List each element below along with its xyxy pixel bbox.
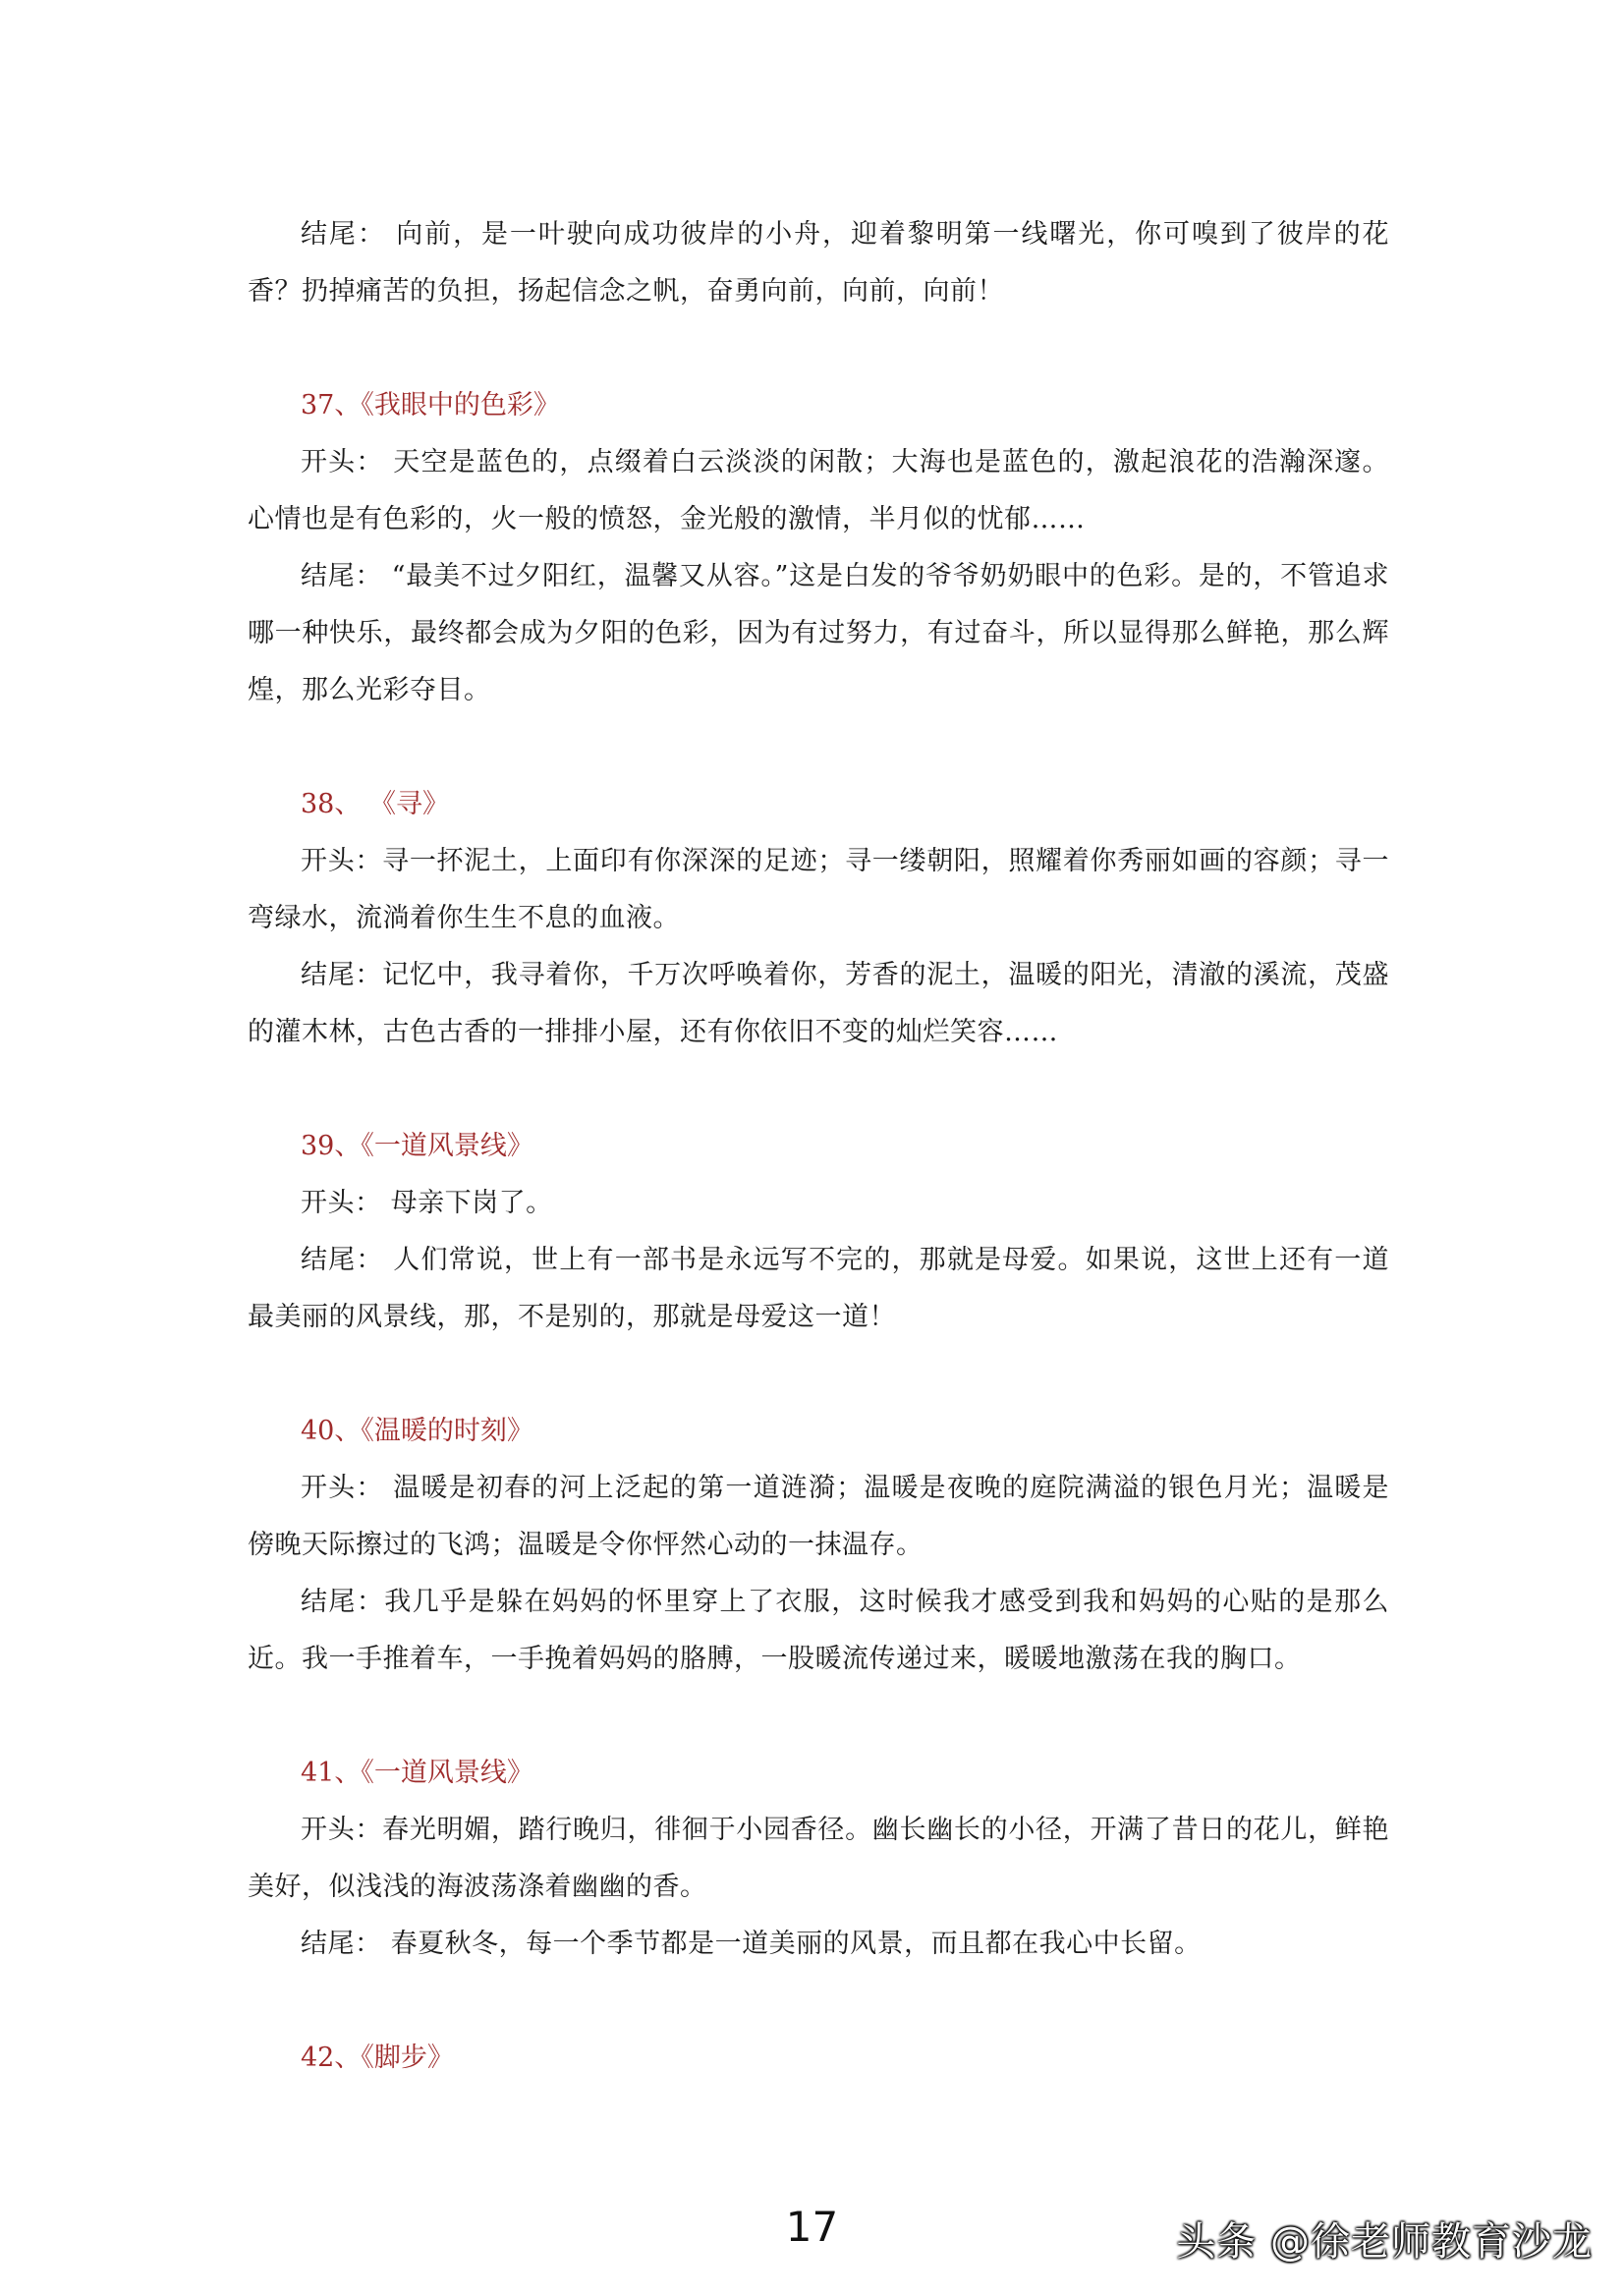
content-area xyxy=(248,206,1389,2087)
ending-paragraph: 结尾： 春夏秋冬，每一个季节都是一道美丽的风景，而且都在我心中长留。 xyxy=(301,1929,1202,1959)
opening-paragraph: 开头：春光明媚，踏行晚归，徘徊于小园香径。幽长幽长的小径，开满了昔日的花儿，鲜艳美好，似浅浅的海波荡涤着幽幽的香。 xyxy=(248,1815,1389,1902)
ending-paragraph: 结尾：记忆中，我寻着你，千万次呼唤着你，芳香的泥土，温暖的阳光，清澈的溪流，茂盛的灌木林，古色古香的一排排小屋，还有你依旧不变的灿烂笑容…… xyxy=(248,960,1389,1047)
ending-paragraph: 结尾：我几乎是躲在妈妈的怀里穿上了衣服，这时候我才感受到我和妈妈的心贴的是那么近。我一手推着车，一手挽着妈妈的胳膊，一股暖流传递过来，暖暖地激荡在我的胸口。 xyxy=(248,1587,1389,1674)
ending-paragraph: 结尾： 人们常说，世上有一部书是永远写不完的，那就是母爱。如果说，这世上还有一道最美丽的风景线，那，不是别的，那就是母爱这一道！ xyxy=(248,1245,1389,1332)
section-heading: 41、《一道风景线》 xyxy=(301,1758,533,1788)
section-gap xyxy=(248,1973,1389,2030)
section-heading: 38、 《寻》 xyxy=(301,789,449,819)
section-gap xyxy=(248,1688,1389,1745)
watermark: 头条 @徐老师教育沙龙 xyxy=(1176,2219,1593,2265)
section-gap xyxy=(248,320,1389,377)
section-heading: 37、《我眼中的色彩》 xyxy=(301,390,560,420)
ending-paragraph: 结尾： 向前，是一叶驶向成功彼岸的小舟，迎着黎明第一线曙光，你可嗅到了彼岸的花香？扔掉痛苦的负担，扬起信念之帆，奋勇向前，向前，向前！ xyxy=(248,219,1389,307)
opening-paragraph: 开头：寻一抔泥土，上面印有你深深的足迹；寻一缕朝阳，照耀着你秀丽如画的容颜；寻一弯绿水，流淌着你生生不息的血液。 xyxy=(248,846,1389,933)
section-heading: 42、《脚步》 xyxy=(301,2043,454,2073)
opening-paragraph: 开头： 温暖是初春的河上泛起的第一道涟漪；温暖是夜晚的庭院满溢的银色月光；温暖是傍晚天际擦过的飞鸿；温暖是令你怦然心动的一抹温存。 xyxy=(248,1473,1389,1560)
opening-paragraph: 开头： 天空是蓝色的，点缀着白云淡淡的闲散；大海也是蓝色的，激起浪花的浩瀚深邃。心情也是有色彩的，火一般的愤怒，金光般的激情，半月似的忧郁…… xyxy=(248,447,1389,534)
section-heading: 40、《温暖的时刻》 xyxy=(301,1416,533,1446)
page-number: 17 xyxy=(785,2203,839,2251)
opening-paragraph: 开头： 母亲下岗了。 xyxy=(301,1188,553,1218)
section-gap xyxy=(248,1346,1389,1403)
section-gap xyxy=(248,1061,1389,1118)
section-gap xyxy=(248,719,1389,776)
ending-paragraph: 结尾： “最美不过夕阳红，温馨又从容。”这是白发的爷爷奶奶眼中的色彩。是的，不管追求哪一种快乐，最终都会成为夕阳的色彩，因为有过努力，有过奋斗，所以显得那么鲜艳，那么辉煌，那么光彩夺目。 xyxy=(248,561,1389,705)
section-heading: 39、《一道风景线》 xyxy=(301,1131,533,1161)
